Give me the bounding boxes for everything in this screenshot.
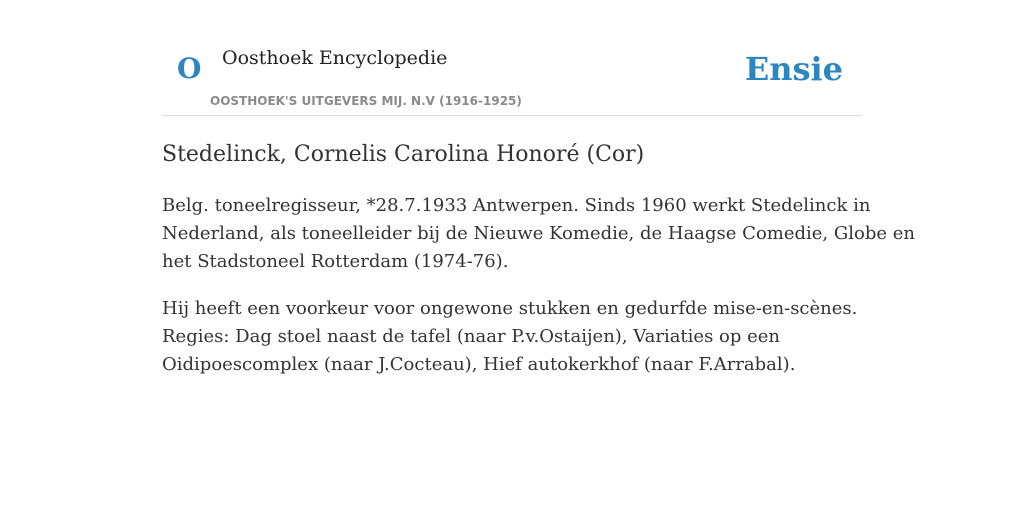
paragraph-line: het Stadstoneel Rotterdam (1974-76).: [162, 251, 509, 272]
content-container: [162, 0, 915, 375]
paragraph-line: Regies: Dag stoel naast de tafel (naar P.v.Ostaijen), Variaties op een: [162, 326, 781, 347]
ensie-brand-link[interactable]: Ensie: [744, 50, 843, 88]
site-title[interactable]: Oosthoek Encyclopedie: [222, 47, 448, 69]
entry-title: Stedelinck, Cornelis Carolina Honoré (Cor): [162, 142, 645, 167]
site-header: [162, 0, 862, 116]
publisher-subtitle: OOSTHOEK'S UITGEVERS MIJ. N.V (1916-1925): [210, 94, 522, 108]
paragraph-line: Hij heeft een voorkeur voor ongewone stukken en gedurfde mise-en-scènes.: [162, 298, 858, 319]
entry-paragraph: [162, 192, 915, 276]
paragraph-line: Belg. toneelregisseur, *28.7.1933 Antwerpen. Sinds 1960 werkt Stedelinck in: [162, 195, 871, 216]
entry-paragraph: [162, 295, 862, 379]
paragraph-line: Nederland, als toneelleider bij de Nieuwe Komedie, de Haagse Comedie, Globe en: [162, 223, 915, 244]
paragraph-line: Oidipoescomplex (naar J.Cocteau), Hief autokerkhof (naar F.Arrabal).: [162, 354, 796, 375]
entry-body: [162, 192, 915, 398]
site-logo-icon[interactable]: O: [177, 52, 202, 85]
